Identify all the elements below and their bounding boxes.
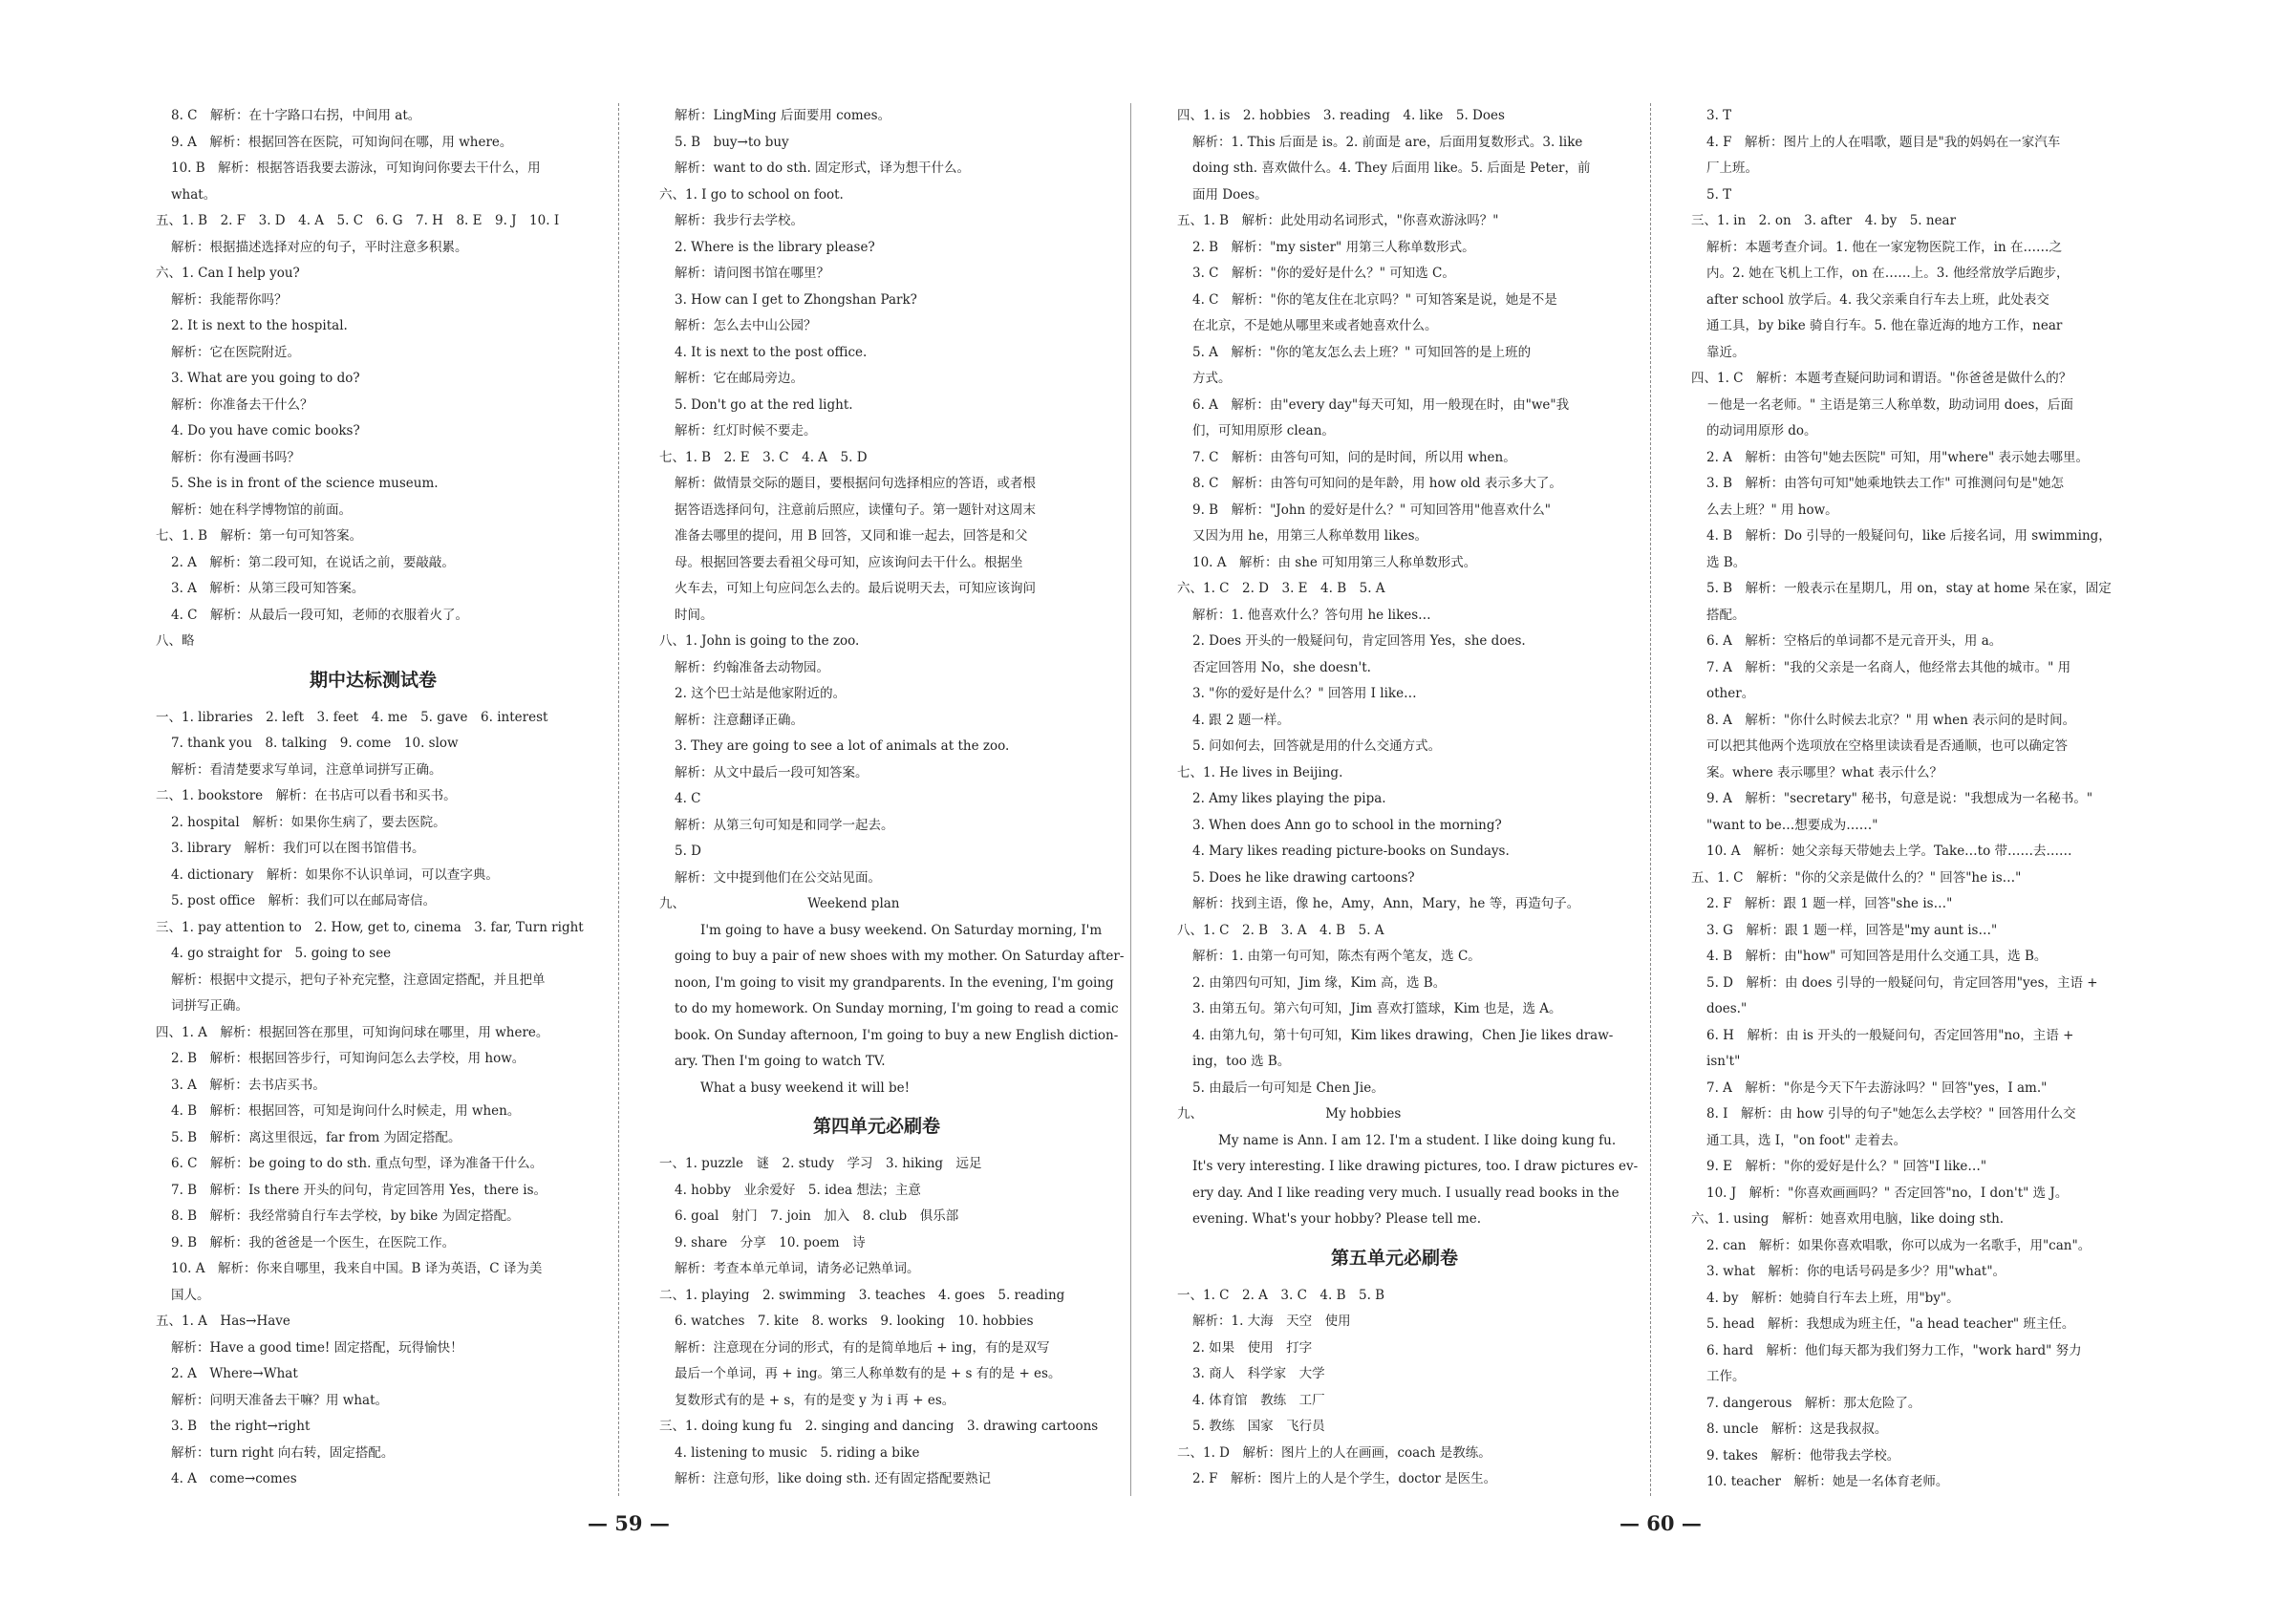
- answer-line: 在北京，不是她从哪里来或者她喜欢什么。: [1192, 318, 1438, 333]
- answer-line: 五、1. A Has→Have: [156, 1314, 290, 1329]
- answer-line: 3. library 解析：我们可以在图书馆借书。: [171, 841, 425, 856]
- answer-line: 七、1. B 解析：第一句可知答案。: [156, 528, 363, 544]
- answer-line: 7. A 解析："你是今天下午去游泳吗？" 回答"yes，I am.": [1706, 1079, 2048, 1096]
- answer-line: 解析：它在医院附近。: [171, 344, 300, 360]
- column-divider: [618, 103, 619, 1496]
- answer-line: 5. B 解析：一般表示在星期几，用 on，stay at home 呆在家，固定: [1706, 581, 2112, 596]
- answer-line: 解析：你有漫画书吗？: [171, 449, 300, 465]
- answer-line: 4. A come→comes: [171, 1471, 297, 1486]
- answer-line: 6. hard 解析：他们每天都为我们努力工作，"work hard" 努力: [1706, 1342, 2082, 1358]
- answer-line: 解析：找到主语，像 he，Amy，Ann，Mary，he 等，再造句子。: [1192, 896, 1580, 911]
- page-number-right: — 60 —: [1620, 1511, 1702, 1535]
- answer-line: 一、1. libraries 2. left 3. feet 4. me 5. gave 6. interest: [156, 709, 548, 725]
- answer-line: 一、1. C 2. A 3. C 4. B 5. B: [1177, 1287, 1385, 1303]
- answer-line: ing，too 选 B。: [1192, 1054, 1291, 1069]
- answer-line: 2. can 解析：如果你喜欢唱歌，你可以成为一名歌手，用"can"。: [1706, 1237, 2092, 1253]
- answer-line: 解析：根据描述选择对应的句子，平时注意多积累。: [171, 239, 468, 255]
- answer-line: 解析：看清楚要求写单词，注意单词拼写正确。: [171, 761, 442, 778]
- answer-line: "want to be…想要成为……": [1706, 817, 1878, 833]
- answer-line: 解析：从文中最后一段可知答案。: [675, 764, 869, 780]
- answer-line: 靠近。: [1706, 344, 1746, 360]
- answer-line: ery day. And I like reading very much. I usually read books in the: [1192, 1185, 1620, 1201]
- answer-line: 2. 如果 使用 打字: [1192, 1339, 1313, 1356]
- answer-line: 五、1. B 解析：此处用动名词形式，"你喜欢游泳吗？": [1177, 213, 1499, 228]
- answer-line: ary. Then I'm going to watch TV.: [675, 1054, 886, 1069]
- answer-line: 9. A 解析：根据回答在医院，可知询问在哪，用 where。: [171, 134, 513, 150]
- answer-line: 解析：做情景交际的题目，要根据问句选择相应的答语，或者根: [675, 476, 1036, 491]
- section-title: 第五单元必刷卷: [1330, 1247, 1458, 1269]
- answer-line: 4. B 解析：由"how" 可知回答是用什么交通工具，选 B。: [1706, 949, 2048, 964]
- answer-line: It's very interesting. I like drawing pictures, too. I draw pictures ev-: [1192, 1159, 1639, 1174]
- answer-line: 的动词用原形 do。: [1706, 423, 1817, 438]
- answer-line: 3. A 解析：去书店买书。: [171, 1077, 326, 1093]
- answer-line: 解析：根据中文提示，把句子补充完整，注意固定搭配，并且把单: [171, 972, 546, 988]
- answer-line: 2. F 解析：图片上的人是个学生，doctor 是医生。: [1192, 1471, 1497, 1486]
- section-title: 期中达标测试卷: [309, 669, 437, 691]
- answer-line: 5. B 解析：离这里很远，far from 为固定搭配。: [171, 1129, 461, 1145]
- answer-line: 2. F 解析：跟 1 题一样，回答"she is…": [1706, 896, 1953, 911]
- answer-line: 4. 体育馆 教练 工厂: [1192, 1392, 1325, 1408]
- answer-line: 8. I 解析：由 how 引导的句子"她怎么去学校？" 回答用什么交: [1706, 1106, 2076, 1122]
- answer-line: 解析：注意现在分词的形式，有的是简单地后 + ing，有的是双写: [675, 1339, 1050, 1356]
- answer-line: 5. T: [1706, 186, 1732, 203]
- answer-line: 六、1. I go to school on foot.: [659, 186, 844, 203]
- answer-line: 面用 Does。: [1192, 186, 1268, 203]
- answer-line: 们，可知用原形 clean。: [1192, 423, 1335, 438]
- answer-line: 解析：问明天准备去干嘛？用 what。: [171, 1392, 389, 1408]
- answer-line: 四、1. A 解析：根据回答在那里，可知询问球在哪里，用 where。: [156, 1024, 549, 1040]
- answer-line: after school 放学后。4. 我父亲乘自行车去上班，此处表交: [1706, 291, 2049, 308]
- answer-line: going to buy a pair of new shoes with my mother. On Saturday after-: [675, 949, 1125, 964]
- answer-line: My name is Ann. I am 12. I'm a student. I like doing kung fu.: [1192, 1132, 1617, 1148]
- answer-line: 7. B 解析：Is there 开头的问句，肯定回答用 Yes，there is。: [171, 1182, 547, 1198]
- answer-line: 时间。: [675, 607, 714, 623]
- answer-line: 厂上班。: [1706, 160, 1758, 176]
- answer-line: 7. thank you 8. talking 9. come 10. slow: [171, 736, 459, 751]
- answer-line: 六、1. using 解析：她喜欢用电脑，like doing sth.: [1691, 1211, 2005, 1227]
- column-2: [659, 103, 1125, 1493]
- answer-line: 解析：文中提到他们在公交站见面。: [675, 869, 881, 886]
- answer-line: 三、1. doing kung fu 2. singing and dancing 3. drawing cartoons: [659, 1419, 1099, 1434]
- answer-line: 3. B 解析：由答句可知"她乘地铁去工作" 可推测问句是"她怎: [1706, 476, 2065, 491]
- answer-line: isn't": [1706, 1054, 1741, 1069]
- answer-line: 2. A 解析：第二段可知，在说话之前，要敲敲。: [171, 554, 455, 570]
- answer-line: 7. C 解析：由答句可知，问的是时间，所以用 when。: [1192, 449, 1516, 465]
- answer-line: 准备去哪里的提问，用 B 回答，又同和谁一起去，回答是和父: [675, 528, 1028, 544]
- answer-line: 否定回答用 No，she doesn't.: [1192, 659, 1371, 675]
- answer-line: 通工具，by bike 骑自行车。5. 他在靠近海的地方工作，near: [1706, 318, 2063, 333]
- answer-line: 解析：从第三句可知是和同学一起去。: [675, 817, 894, 833]
- answer-line: 5. She is in front of the science museum.: [171, 476, 439, 491]
- answer-line: 3. G 解析：跟 1 题一样，回答是"my aunt is…": [1706, 922, 1998, 938]
- answer-line: 解析：约翰准备去动物园。: [675, 659, 829, 675]
- answer-line: 2. B 解析：根据回答步行，可知询问怎么去学校，用 how。: [171, 1051, 526, 1066]
- answer-line: 八、1. John is going to the zoo.: [659, 633, 860, 649]
- answer-line: 方式。: [1192, 371, 1232, 386]
- answer-line: 4. Mary likes reading picture-books on Sundays.: [1192, 844, 1510, 859]
- answer-line: 解析：want to do sth. 固定形式，译为想干什么。: [675, 160, 971, 176]
- answer-line: 解析：我步行去学校。: [675, 213, 804, 228]
- answer-line: 解析：本题考查介词。1. 他在一家宠物医院工作，in 在……之: [1706, 239, 2062, 255]
- answer-line: 4. It is next to the post office.: [675, 344, 868, 360]
- answer-line: What a busy weekend it will be!: [675, 1079, 911, 1096]
- answer-line: 解析：它在邮局旁边。: [675, 371, 804, 386]
- answer-line: 九、 My hobbies: [1177, 1106, 1402, 1122]
- answer-line: 六、1. Can I help you?: [156, 266, 300, 281]
- answer-line: 内。2. 她在飞机上工作，on 在……上。3. 他经常放学后跑步，: [1706, 266, 2070, 281]
- answer-line: 4. C: [675, 791, 701, 806]
- answer-line: 5. head 解析：我想成为班主任，"a head teacher" 班主任。: [1706, 1316, 2075, 1332]
- answer-line: 5. B buy→to buy: [675, 134, 789, 150]
- answer-line: 10. A 解析：她父亲每天带她去上学。Take…to 带……去……: [1706, 844, 2072, 859]
- answer-line: 五、1. B 2. F 3. D 4. A 5. C 6. G 7. H 8. E 9. J 10. I: [156, 213, 560, 228]
- answer-line: 2. Where is the library please?: [675, 239, 875, 255]
- answer-line: book. On Sunday afternoon, I'm going to buy a new English diction-: [675, 1027, 1119, 1043]
- answer-line: 6. watches 7. kite 8. works 9. looking 10. hobbies: [675, 1314, 1034, 1329]
- answer-line: 3. A 解析：从第三段可知答案。: [171, 581, 365, 596]
- answer-line: 3. 由第五句。第六句可知，Jim 喜欢打篮球，Kim 也是，选 A。: [1192, 1001, 1562, 1016]
- answer-line: 六、1. C 2. D 3. E 4. B 5. A: [1177, 581, 1385, 596]
- answer-line: 5. 由最后一句可知是 Chen Jie。: [1192, 1079, 1384, 1096]
- answer-line: 4. B 解析：根据回答，可知是询问什么时候走，用 when。: [171, 1103, 521, 1119]
- answer-line: 解析：我能帮你吗？: [171, 291, 288, 308]
- answer-line: 3. 商人 科学家 大学: [1192, 1366, 1325, 1381]
- answer-line: 七、1. B 2. E 3. C 4. A 5. D: [659, 449, 868, 465]
- answer-line: evening. What's your hobby? Please tell me.: [1192, 1211, 1482, 1227]
- answer-line: 三、1. pay attention to 2. How, get to, cinema 3. far, Turn right: [156, 919, 584, 935]
- answer-line: 5. 教练 国家 飞行员: [1192, 1419, 1325, 1434]
- answer-line: 3. What are you going to do?: [171, 371, 360, 386]
- answer-line: 母。根据回答要去看祖父母可知，应该询问去干什么。根据坐: [675, 554, 1023, 570]
- answer-line: 解析：turn right 向右转，固定搭配。: [171, 1444, 395, 1461]
- answer-line: 解析：你准备去干什么？: [171, 396, 313, 413]
- answer-line: 3. "你的爱好是什么？" 回答用 I like…: [1192, 686, 1417, 701]
- answer-line: 一、1. puzzle 谜 2. study 学习 3. hiking 远足: [659, 1156, 982, 1171]
- answer-line: 解析：她在科学博物馆的前面。: [171, 502, 352, 518]
- answer-line: 6. C 解析：be going to do sth. 重点句型，译为准备干什么。: [171, 1156, 544, 1171]
- answer-line: 复数形式有的是 + s，有的是变 y 为 i 再 + es。: [675, 1392, 955, 1408]
- answer-line: 4. dictionary 解析：如果你不认识单词，可以查字典。: [171, 866, 499, 883]
- answer-line: 四、1. is 2. hobbies 3. reading 4. like 5. Does: [1177, 108, 1505, 123]
- answer-line: 3. what 解析：你的电话号码是多少？用"what"。: [1706, 1264, 2006, 1279]
- answer-line: 七、1. He lives in Beijing.: [1177, 764, 1343, 780]
- answer-line: 九、 Weekend plan: [659, 896, 900, 911]
- answer-line: 解析：红灯时候不要走。: [675, 423, 817, 438]
- answer-line: 6. A 解析：由"every day"每天可知，用一般现在时，由"we"我: [1192, 396, 1570, 413]
- answer-line: 3. C 解析："你的爱好是什么？" 可知选 C。: [1192, 266, 1455, 281]
- answer-line: 5. D: [675, 844, 701, 859]
- answer-line: 4. Do you have comic books?: [171, 423, 360, 438]
- answer-line: 5. A 解析："你的笔友怎么去上班？" 可知回答的是上班的: [1192, 344, 1532, 360]
- answer-line: 2. 由第四句可知，Jim 缘，Kim 高，选 B。: [1192, 974, 1447, 991]
- answer-line: 9. E 解析："你的爱好是什么？" 回答"I like…": [1706, 1159, 1987, 1174]
- answer-line: 8. uncle 解析：这是我叔叔。: [1706, 1421, 1888, 1437]
- answer-line: 解析：请问图书馆在哪里？: [675, 266, 829, 281]
- answer-line: 10. B 解析：根据答语我要去游泳，可知询问你要去干什么，用: [171, 160, 541, 176]
- answer-line: 2. Amy likes playing the pipa.: [1192, 791, 1386, 806]
- answer-line: 9. A 解析："secretary" 秘书，句意是说："我想成为一名秘书。": [1706, 791, 2093, 806]
- answer-line: 8. C 解析：由答句可知问的是年龄，用 how old 表示多大了。: [1192, 476, 1562, 491]
- answer-line: 解析：1. 他喜欢什么？答句用 he likes…: [1192, 607, 1431, 623]
- answer-line: 6. H 解析：由 is 开头的一般疑问句，否定回答用"no，主语 +: [1706, 1027, 2074, 1043]
- answer-line: 三、1. in 2. on 3. after 4. by 5. near: [1691, 213, 1957, 228]
- answer-line: 二、1. D 解析：图片上的人在画画，coach 是教练。: [1177, 1444, 1491, 1461]
- answer-line: noon, I'm going to visit my grandparents. In the evening, I'm going: [675, 974, 1114, 991]
- answer-line: 选 B。: [1706, 554, 1747, 570]
- column-4: [1691, 103, 2126, 1496]
- answer-line: 6. A 解析：空格后的单词都不是元音开头，用 a。: [1706, 633, 2003, 649]
- answer-line: 9. B 解析：我的爸爸是一个医生，在医院工作。: [171, 1234, 456, 1250]
- section-title: 第四单元必刷卷: [812, 1116, 940, 1137]
- answer-line: what。: [171, 186, 217, 203]
- column-divider: [1650, 103, 1651, 1496]
- answer-line: 火车去，可知上句应问怎么去的。最后说明天去，可知应该询问: [675, 581, 1036, 596]
- answer-line: 4. by 解析：她骑自行车去上班，用"by"。: [1706, 1290, 1960, 1306]
- answer-line: 又因为用 he，用第三人称单数用 likes。: [1192, 528, 1427, 544]
- answer-line: 解析：考查本单元单词，请务必记熟单词。: [675, 1261, 920, 1276]
- answer-line: 5. Don't go at the red light.: [675, 396, 853, 413]
- answer-line: 二、1. bookstore 解析：在书店可以看书和买书。: [156, 788, 457, 803]
- answer-line: 2. A Where→What: [171, 1366, 298, 1381]
- answer-line: 通工具，选 I，"on foot" 走着去。: [1706, 1132, 1907, 1148]
- answer-line: to do my homework. On Sunday morning, I'm going to read a comic: [675, 1001, 1119, 1016]
- answer-line: 5. Does he like drawing cartoons?: [1192, 869, 1415, 886]
- answer-line: I'm going to have a busy weekend. On Saturday morning, I'm: [675, 922, 1103, 938]
- answer-line: 10. teacher 解析：她是一名体育老师。: [1706, 1474, 1949, 1489]
- answer-line: 4. 由第九句，第十句可知，Kim likes drawing，Chen Jie likes draw-: [1192, 1027, 1614, 1043]
- answer-line: 3. T: [1706, 108, 1732, 123]
- answer-line: 五、1. C 解析："你的父亲是做什么的？" 回答"he is…": [1691, 869, 2022, 886]
- answer-line: 八、1. C 2. B 3. A 4. B 5. A: [1177, 922, 1384, 938]
- answer-line: 最后一个单词，再 + ing。第三人称单数有的是 + s 有的是 + es。: [675, 1366, 1062, 1381]
- answer-line: 5. D 解析：由 does 引导的一般疑问句，肯定回答用"yes，主语 +: [1706, 974, 2098, 991]
- answer-line: 6. goal 射门 7. join 加入 8. club 俱乐部: [675, 1208, 959, 1224]
- answer-line: does.": [1706, 1001, 1748, 1016]
- answer-line: 解析：注意句形，like doing sth. 还有固定搭配要熟记: [675, 1471, 991, 1486]
- answer-line: 2. It is next to the hospital.: [171, 318, 348, 333]
- answer-line: 10. A 解析：由 she 可知用第三人称单数形式。: [1192, 554, 1477, 570]
- answer-line: 据答语选择问句，注意前后照应，读懂句子。第一题针对这周末: [675, 502, 1036, 518]
- answer-line: 案。where 表示哪里？what 表示什么？: [1706, 764, 1942, 780]
- answer-line: 四、1. C 解析：本题考查疑问助词和谓语。"你爸爸是做什么的？: [1691, 371, 2072, 386]
- answer-line: 9. B 解析："John 的爱好是什么？" 可知回答用"他喜欢什么": [1192, 502, 1551, 518]
- answer-line: 4. listening to music 5. riding a bike: [675, 1444, 920, 1461]
- answer-line: 国人。: [171, 1287, 210, 1303]
- answer-line: 4. B 解析：Do 引导的一般疑问句，like 后接名词，用 swimming，: [1706, 528, 2112, 544]
- answer-line: 4. F 解析：图片上的人在唱歌，题目是"我的妈妈在一家汽车: [1706, 134, 2061, 150]
- column-3: [1177, 103, 1639, 1493]
- answer-line: 7. A 解析："我的父亲是一名商人，他经常去其他的城市。" 用: [1706, 659, 2071, 675]
- answer-line: 10. A 解析：你来自哪里，我来自中国。B 译为英语，C 译为美: [171, 1261, 543, 1276]
- answer-line: 7. dangerous 解析：那太危险了。: [1706, 1395, 1921, 1411]
- answer-line: 10. J 解析："你喜欢画画吗？" 否定回答"no，I don't" 选 J。: [1706, 1185, 2069, 1201]
- answer-line: 解析：Have a good time! 固定搭配，玩得愉快！: [171, 1339, 463, 1356]
- answer-line: 8. C 解析：在十字路口右拐，中间用 at。: [171, 108, 421, 123]
- answer-line: 8. B 解析：我经常骑自行车去学校，by bike 为固定搭配。: [171, 1208, 520, 1224]
- answer-line: 解析：1. This 后面是 is。2. 前面是 are，后面用复数形式。3. like: [1192, 134, 1583, 150]
- answer-line: 2. B 解析："my sister" 用第三人称单数形式。: [1192, 239, 1475, 255]
- answer-line: doing sth. 喜欢做什么。4. They 后面用 like。5. 后面是 Peter，前: [1192, 160, 1591, 176]
- answer-line: 5. 问如何去，回答就是用的什么交通方式。: [1192, 738, 1442, 754]
- answer-line: 2. 这个巴士站是他家附近的。: [675, 686, 847, 701]
- answer-line: 3. B the right→right: [171, 1419, 311, 1434]
- answer-line: 2. A 解析：由答句"她去医院" 可知，用"where" 表示她去哪里。: [1706, 449, 2090, 465]
- page-divider: [1130, 103, 1131, 1496]
- answer-line: 解析：怎么去中山公园？: [675, 318, 817, 333]
- answer-line: 4. C 解析："你的笔友住在北京吗？" 可知答案是说，她是不是: [1192, 291, 1557, 308]
- answer-line: 可以把其他两个选项放在空格里读读看是否通顺，也可以确定答: [1706, 738, 2068, 754]
- answer-line: 9. takes 解析：他带我去学校。: [1706, 1447, 1900, 1464]
- answer-line: 解析：注意翻译正确。: [675, 712, 804, 728]
- answer-line: 2. hospital 解析：如果你生病了，要去医院。: [171, 814, 446, 830]
- answer-line: other。: [1706, 686, 1755, 701]
- answer-line: 么去上班？" 用 how。: [1706, 502, 1838, 518]
- answer-line: －他是一名老师。" 主语是第三人称单数，助动词用 does，后面: [1706, 396, 2073, 413]
- answer-line: 解析：1. 大海 天空 使用: [1192, 1314, 1351, 1329]
- answer-line: 搭配。: [1706, 607, 1746, 623]
- answer-line: 二、1. playing 2. swimming 3. teaches 4. goes 5. reading: [659, 1287, 1065, 1303]
- answer-line: 3. When does Ann go to school in the morning?: [1192, 817, 1502, 833]
- answer-line: 解析：1. 由第一句可知，陈杰有两个笔友，选 C。: [1192, 949, 1481, 964]
- answer-line: 4. 跟 2 题一样。: [1192, 712, 1290, 728]
- answer-line: 3. They are going to see a lot of animals at the zoo.: [675, 738, 1010, 754]
- answer-line: 8. A 解析："你什么时候去北京？" 用 when 表示问的是时间。: [1706, 712, 2076, 728]
- answer-line: 八、略: [156, 633, 195, 649]
- answer-line: 工作。: [1706, 1369, 1746, 1384]
- answer-line: 9. share 分享 10. poem 诗: [675, 1234, 866, 1250]
- answer-line: 4. hobby 业余爱好 5. idea 想法；主意: [675, 1182, 921, 1198]
- answer-line: 解析：LingMing 后面要用 comes。: [675, 108, 891, 123]
- answer-line: 5. post office 解析：我们可以在邮局寄信。: [171, 893, 437, 908]
- page-number-left: — 59 —: [588, 1511, 670, 1535]
- answer-line: 词拼写正确。: [171, 998, 248, 1014]
- answer-line: 3. How can I get to Zhongshan Park?: [675, 291, 917, 308]
- answer-line: 2. Does 开头的一般疑问句，肯定回答用 Yes，she does.: [1192, 633, 1526, 649]
- answer-line: 4. go straight for 5. going to see: [171, 946, 392, 961]
- column-1: [156, 103, 590, 1493]
- answer-line: 4. C 解析：从最后一段可知，老师的衣服着火了。: [171, 607, 469, 623]
